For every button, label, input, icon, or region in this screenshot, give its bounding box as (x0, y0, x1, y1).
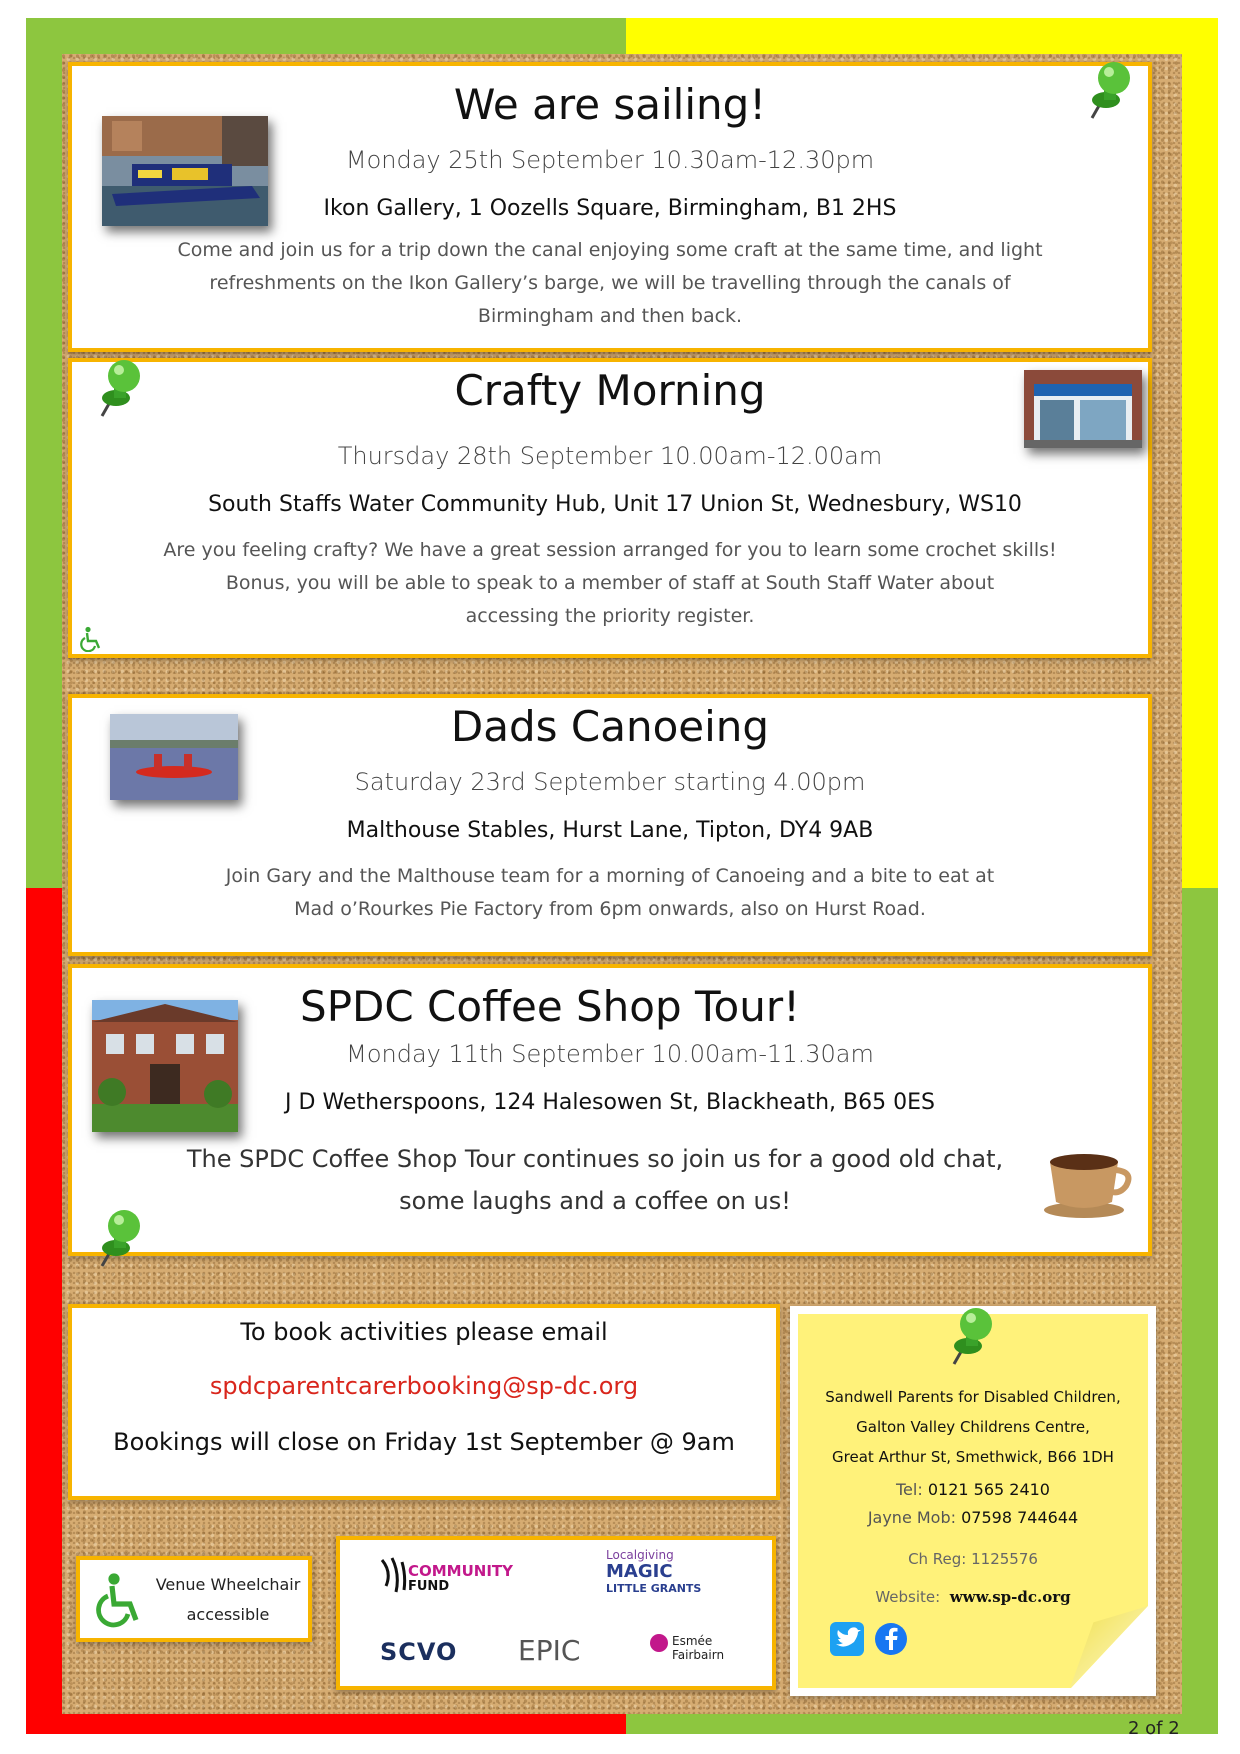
pushpin-icon (948, 1306, 1004, 1370)
contact-address (800, 1382, 1146, 1472)
event-card-coffee-shop-tour (68, 964, 1152, 1256)
twitter-icon[interactable] (830, 1620, 866, 1660)
epic-logo: EPIC (518, 1634, 581, 1667)
wheelchair-icon (78, 626, 104, 652)
wheelchair-icon (94, 1572, 146, 1628)
event-title: Crafty Morning (454, 366, 766, 415)
description-line: The SPDC Coffee Shop Tour continues so join us for a good old chat, (186, 1145, 1004, 1173)
wheelchair-text-line: accessible (186, 1605, 270, 1624)
event-title: We are sailing! (453, 80, 767, 129)
contact-address-line: Great Arthur St, Smethwick, B66 1DH (832, 1448, 1114, 1466)
description-line: Mad o’Rourkes Pie Factory from 6pm onwards, also on Hurst Road. (294, 898, 926, 920)
description-line: accessing the priority register. (465, 605, 755, 627)
event-card-sailing (68, 62, 1152, 352)
event-description (72, 234, 1148, 333)
event-address: J D Wetherspoons, 124 Halesowen St, Blackheath, B65 0ES (285, 1090, 935, 1115)
community-fund-logo (376, 1552, 526, 1602)
wheelchair-accessible-box (76, 1556, 312, 1642)
event-date: Thursday 28th September 10.00am-12.00am (337, 442, 883, 470)
esmee-fairbairn-logo (650, 1630, 740, 1674)
event-title: Dads Canoeing (450, 702, 770, 751)
pushpin-icon (96, 1208, 152, 1272)
event-description (72, 860, 1148, 926)
description-line: some laughs and a coffee on us! (399, 1187, 791, 1215)
description-line: Are you feeling crafty? We have a great session arranged for you to learn some crochet skills! (163, 539, 1057, 561)
booking-heading: To book activities please email (240, 1318, 608, 1346)
wheelchair-text (148, 1570, 308, 1630)
little-grants-text: LITTLE GRANTS (606, 1582, 702, 1595)
contact-address-line: Sandwell Parents for Disabled Children, (825, 1388, 1121, 1406)
event-date: Saturday 23rd September starting 4.00pm (354, 768, 866, 796)
description-line: Birmingham and then back. (477, 305, 743, 327)
tel-label: Tel: (896, 1480, 923, 1499)
contact-sticky-note (790, 1306, 1156, 1696)
event-description (72, 534, 1148, 633)
event-card-dads-canoeing (68, 694, 1152, 956)
mob-number: 07598 744644 (961, 1508, 1079, 1527)
contact-address-line: Galton Valley Childrens Centre, (856, 1418, 1090, 1436)
pushpin-icon (96, 358, 152, 422)
description-line: Bonus, you will be able to speak to a member of staff at South Staff Water about (225, 572, 995, 594)
event-date: Monday 25th September 10.30am-12.30pm (345, 146, 875, 174)
localgiving-logo (606, 1548, 726, 1604)
pushpin-icon (1086, 60, 1142, 124)
tel-number: 0121 565 2410 (927, 1480, 1050, 1499)
description-line: refreshments on the Ikon Gallery’s barge, we will be travelling through the canals of (209, 272, 1011, 294)
booking-email-link[interactable]: spdcparentcarerbooking@sp-dc.org (209, 1372, 639, 1400)
mob-label: Jayne Mob: (867, 1508, 957, 1527)
community-fund-text: COMMUNITY (408, 1562, 514, 1580)
description-line: Join Gary and the Malthouse team for a morning of Canoeing and a bite to eat at (225, 865, 995, 887)
website-label: Website: (875, 1588, 941, 1606)
magic-text: MAGIC (606, 1561, 673, 1582)
esmee-text: Esmée (672, 1634, 713, 1648)
description-line: Come and join us for a trip down the canal enjoying some craft at the same time, and light (177, 239, 1043, 261)
event-address: South Staffs Water Community Hub, Unit 17 Union St, Wednesbury, WS10 (208, 492, 1022, 517)
booking-closing-text: Bookings will close on Friday 1st September @ 9am (113, 1428, 735, 1456)
event-card-crafty-morning (68, 358, 1152, 658)
fairbairn-text: Fairbairn (672, 1648, 725, 1662)
event-address: Malthouse Stables, Hurst Lane, Tipton, DY4 9AB (346, 818, 874, 843)
scvo-logo: SCVO (380, 1638, 458, 1666)
charity-registration: Ch Reg: 1125576 (908, 1550, 1038, 1568)
event-address: Ikon Gallery, 1 Oozells Square, Birmingham, B1 2HS (323, 196, 897, 221)
event-description (42, 1138, 1148, 1222)
website-link[interactable]: www.sp-dc.org (949, 1588, 1071, 1606)
funder-logos-box (336, 1536, 776, 1690)
wheelchair-text-line: Venue Wheelchair (155, 1575, 301, 1594)
facebook-icon[interactable] (874, 1622, 908, 1656)
booking-card (68, 1304, 780, 1500)
contact-website (800, 1588, 1146, 1606)
contact-phones (800, 1476, 1146, 1532)
coffee-cup-icon (1042, 1146, 1136, 1220)
community-fund-subtext: FUND (408, 1579, 450, 1594)
page-number: 2 of 2 (1128, 1718, 1180, 1739)
event-title: SPDC Coffee Shop Tour! (300, 982, 800, 1031)
event-date: Monday 11th September 10.00am-11.30am (346, 1040, 874, 1068)
localgiving-text: Localgiving (606, 1548, 674, 1562)
